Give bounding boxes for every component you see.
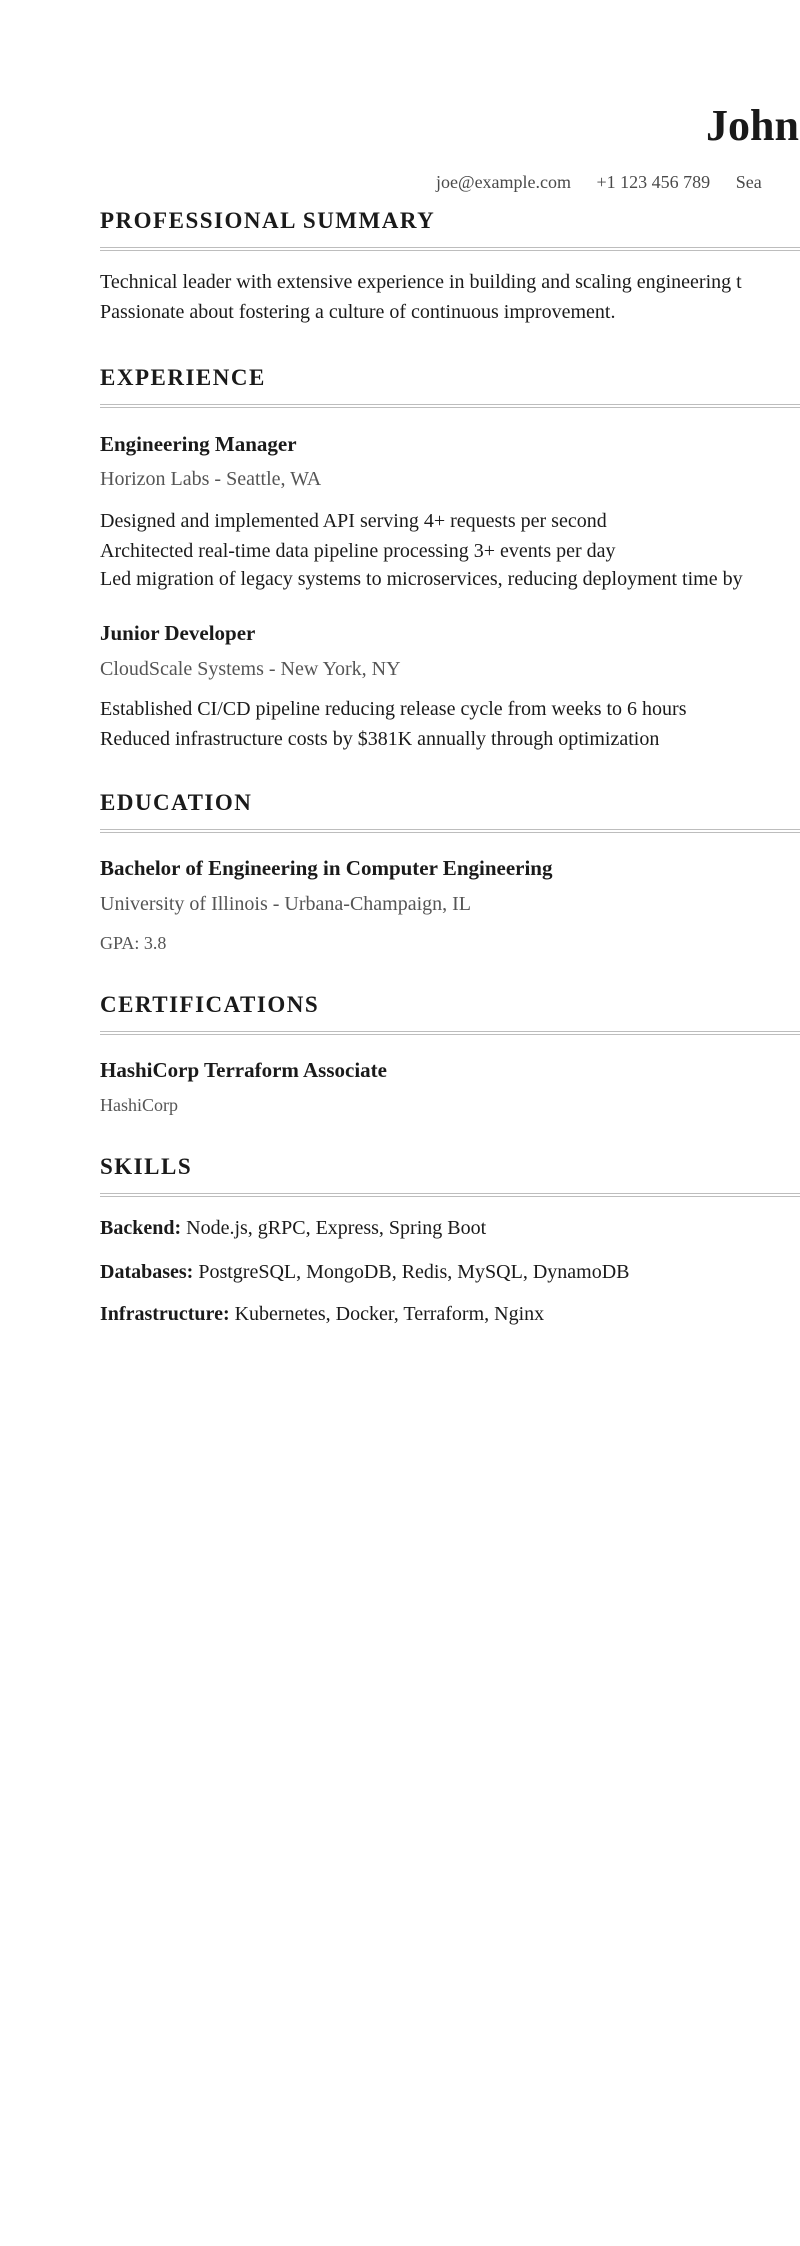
section-title-education: EDUCATION	[100, 790, 253, 815]
degree-title: Bachelor of Engineering in Computer Engineering	[100, 856, 553, 880]
skill-row-infrastructure	[100, 1300, 544, 1328]
summary-line: Technical leader with extensive experience in building and scaling engineering t	[100, 271, 742, 293]
skill-label: Backend:	[100, 1217, 182, 1239]
skill-value: Kubernetes, Docker, Terraform, Nginx	[229, 1303, 545, 1325]
section-divider	[100, 404, 800, 408]
candidate-name: John	[706, 101, 799, 150]
skill-row-backend	[100, 1214, 486, 1242]
gpa: GPA: 3.8	[100, 933, 167, 953]
school-name: University of Illinois - Urbana-Champaign, IL	[100, 893, 472, 915]
skill-label: Databases:	[100, 1261, 194, 1283]
certification-issuer: HashiCorp	[100, 1095, 178, 1115]
section-divider	[100, 247, 800, 251]
section-title-certifications: CERTIFICATIONS	[100, 992, 320, 1017]
section-divider	[100, 829, 800, 833]
section-title-experience: EXPERIENCE	[100, 365, 266, 390]
job-company: Horizon Labs - Seattle, WA	[100, 468, 322, 490]
skill-row-databases	[100, 1258, 629, 1286]
contact-line	[436, 170, 783, 194]
job-bullet: Led migration of legacy systems to microservices, reducing deployment time by	[100, 568, 743, 590]
section-divider	[100, 1031, 800, 1035]
contact-email: joe@example.com	[436, 172, 572, 192]
section-divider	[100, 1193, 800, 1197]
skill-label: Infrastructure:	[100, 1303, 230, 1325]
job-company: CloudScale Systems - New York, NY	[100, 658, 401, 680]
skill-value: Node.js, gRPC, Express, Spring Boot	[181, 1217, 487, 1239]
job-bullet: Designed and implemented API serving 4+ requests per second	[100, 510, 607, 532]
job-title: Junior Developer	[100, 621, 256, 645]
job-title: Engineering Manager	[100, 432, 297, 456]
skill-value: PostgreSQL, MongoDB, Redis, MySQL, DynamoDB	[193, 1261, 630, 1283]
summary-line: Passionate about fostering a culture of continuous improvement.	[100, 301, 616, 323]
job-bullet: Architected real-time data pipeline processing 3+ events per day	[100, 540, 616, 562]
contact-location: Sea	[735, 172, 762, 192]
contact-phone: +1 123 456 789	[596, 172, 711, 192]
section-title-skills: SKILLS	[100, 1154, 193, 1179]
job-bullet: Established CI/CD pipeline reducing release cycle from weeks to 6 hours	[100, 698, 687, 720]
job-bullet: Reduced infrastructure costs by $381K annually through optimization	[100, 728, 660, 750]
section-title-summary: PROFESSIONAL SUMMARY	[100, 208, 436, 233]
certification-name: HashiCorp Terraform Associate	[100, 1058, 387, 1082]
